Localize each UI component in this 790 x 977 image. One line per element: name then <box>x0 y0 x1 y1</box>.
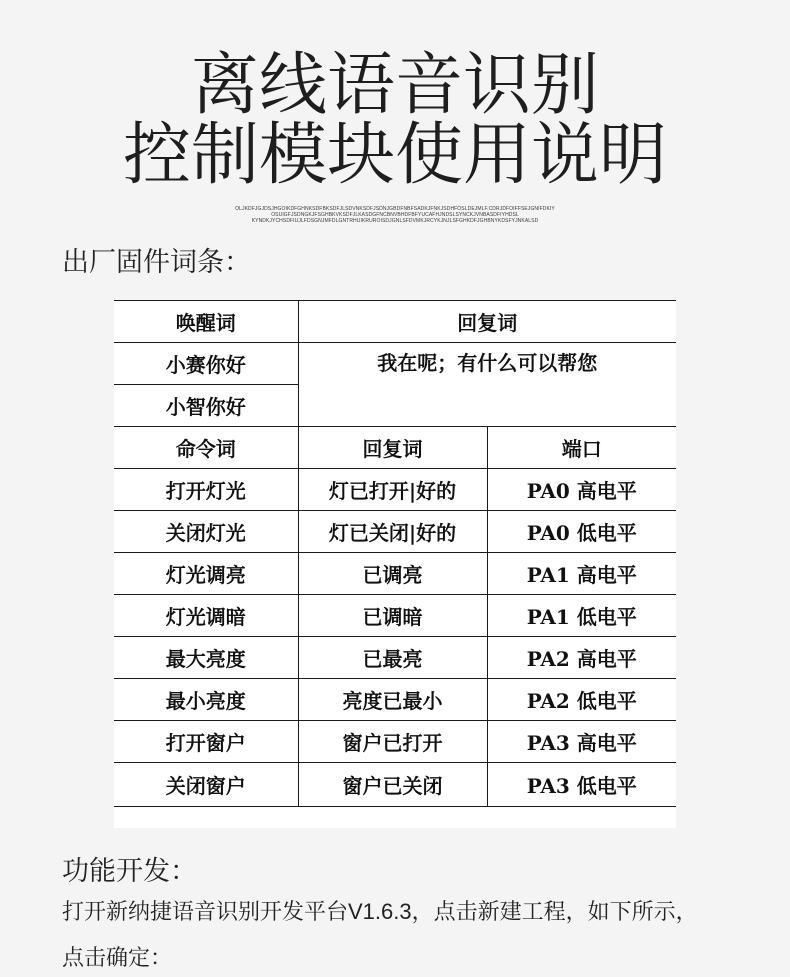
port-cell: PA3 低电平 <box>487 763 676 807</box>
instruction-paragraph-line-2: 点击确定： <box>62 945 173 970</box>
table-row <box>114 595 676 637</box>
reply-cell: 灯已打开|好的 <box>298 469 487 511</box>
table-row <box>114 763 676 807</box>
command-cell: 打开灯光 <box>114 469 298 511</box>
command-port-header: 端口 <box>487 427 676 469</box>
wake-word-cell: 小智你好 <box>114 385 298 427</box>
port-cell: PA2 高电平 <box>487 637 676 679</box>
wake-word-cell: 小赛你好 <box>114 343 298 385</box>
port-cell: PA0 低电平 <box>487 511 676 553</box>
wake-reply-cell: 我在呢；有什么可以帮您 <box>298 343 676 427</box>
document-title-line-1: 离线语音识别 <box>190 47 599 123</box>
port-cell: PA1 低电平 <box>487 595 676 637</box>
reply-cell: 已调亮 <box>298 553 487 595</box>
table-row <box>114 721 676 763</box>
instruction-paragraph-line-1: 打开新纳捷语音识别开发平台V1.6.3，点击新建工程，如下所示， <box>62 899 698 924</box>
wake-word-row <box>114 343 676 385</box>
section-heading-feature-development: 功能开发： <box>62 856 197 886</box>
port-cell: PA0 高电平 <box>487 469 676 511</box>
command-cell: 灯光调暗 <box>114 595 298 637</box>
fine-print-line-2: OSUIGFJSDNGKJFSGHBKVKSDFJLKASDGFNCBNVBHDFBFYUCAFHJNDSLSYNCKJVNBASDFIYHDSL <box>271 212 519 218</box>
table-row <box>114 511 676 553</box>
command-table-panel <box>114 300 676 828</box>
command-reply-header: 回复词 <box>298 427 487 469</box>
command-cell: 打开窗户 <box>114 721 298 763</box>
command-cell: 最大亮度 <box>114 637 298 679</box>
port-cell: PA3 高电平 <box>487 721 676 763</box>
table-row <box>114 469 676 511</box>
table-row <box>114 679 676 721</box>
fine-print-line-1: OLJKDFJGJDSJHGOIKDFGHNKSDFBKSDFJLSDVNKSDFJSDNJGBDFNBFSADKJFNKJSDHFOSLDEJMLF.CDRJDFOIFFSEJGNIFDKIY <box>235 206 555 212</box>
command-cell: 关闭灯光 <box>114 511 298 553</box>
command-cell: 灯光调亮 <box>114 553 298 595</box>
wake-header-row <box>114 301 676 343</box>
command-word-header: 命令词 <box>114 427 298 469</box>
reply-cell: 窗户已打开 <box>298 721 487 763</box>
reply-cell: 亮度已最小 <box>298 679 487 721</box>
wake-word-header: 唤醒词 <box>114 301 298 343</box>
section-heading-factory-firmware: 出厂固件词条： <box>62 247 251 277</box>
port-cell: PA2 低电平 <box>487 679 676 721</box>
reply-cell: 已调暗 <box>298 595 487 637</box>
command-header-row <box>114 427 676 469</box>
wake-reply-header: 回复词 <box>298 301 676 343</box>
command-cell: 关闭窗户 <box>114 763 298 807</box>
port-cell: PA1 高电平 <box>487 553 676 595</box>
command-table <box>114 300 676 807</box>
table-row <box>114 637 676 679</box>
reply-cell: 窗户已关闭 <box>298 763 487 807</box>
fine-print-line-3: KYNDKJYCHSDFIUJLFDSGNJMFDLGNTRHUIKRUROISDJGNLSFDVMKJRCYKJNJLSFGHKDFJGHBNYKDSFYJNKALSD <box>251 218 539 224</box>
reply-cell: 已最亮 <box>298 637 487 679</box>
document-title-line-2: 控制模块使用说明 <box>122 117 667 193</box>
table-row <box>114 553 676 595</box>
command-cell: 最小亮度 <box>114 679 298 721</box>
reply-cell: 灯已关闭|好的 <box>298 511 487 553</box>
